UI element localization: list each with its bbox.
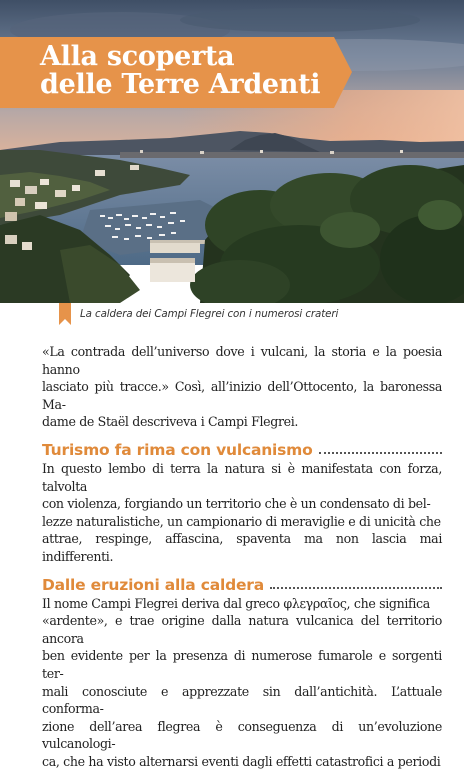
text-line: dame de Staël descriveva i Campi Flegrei. bbox=[42, 414, 299, 430]
section-heading bbox=[42, 437, 442, 459]
text-line: mali conosciute e apprezzate sin dall’antichità. L’attuale conforma- bbox=[42, 683, 442, 717]
text-line: ben evidente per la presenza di numerose fumarole e sorgenti ter- bbox=[42, 648, 442, 681]
section-heading bbox=[42, 572, 442, 594]
section-heading-text: Turismo fa rima con vulcanismo bbox=[42, 440, 313, 459]
dotted-leader bbox=[270, 587, 442, 589]
text-line: con violenza, forgiando un territorio che è un condensato di bel- bbox=[42, 496, 431, 512]
text-line: «La contrada dell’universo dove i vulcani, la storia e la poesia hanno bbox=[42, 344, 442, 377]
photo-caption-area bbox=[0, 303, 464, 327]
text-line: zione dell’area flegrea è conseguenza di un’evoluzione vulcanologi- bbox=[42, 718, 442, 752]
title-banner bbox=[0, 37, 352, 108]
section-paragraph bbox=[42, 595, 442, 770]
text-line: lezze naturalistiche, un campionario di meraviglie e di unicità che bbox=[42, 513, 441, 529]
text-line: In questo lembo di terra la natura si è manifestata con forza, talvolta bbox=[42, 460, 442, 494]
dotted-leader bbox=[319, 452, 442, 454]
section-heading-text: Dalle eruzioni alla caldera bbox=[42, 575, 264, 594]
title-line-1: Alla scoperta bbox=[40, 41, 235, 72]
section-paragraph bbox=[42, 460, 442, 566]
page-title bbox=[40, 43, 340, 99]
text-line: Il nome Campi Flegrei deriva dal greco φλεγραῖος, che significa bbox=[42, 595, 430, 611]
text-line: attrae, respinge, affascina, spaventa ma non lascia mai indifferenti. bbox=[42, 531, 442, 564]
caption-flag-icon bbox=[59, 303, 71, 325]
photo-caption: La caldera dei Campi Flegrei con i numerosi crateri bbox=[80, 308, 339, 320]
title-line-2: delle Terre Ardenti bbox=[40, 69, 321, 100]
text-line: ca, che ha visto alternarsi eventi dagli effetti catastrofici a periodi bbox=[42, 753, 441, 769]
intro-paragraph bbox=[42, 343, 442, 431]
text-line: lasciato più tracce.» Così, all’inizio dell’Ottocento, la baronessa Ma- bbox=[42, 379, 442, 412]
article-body bbox=[42, 343, 442, 770]
text-line: «ardente», e trae origine dalla natura vulcanica del territorio ancora bbox=[42, 613, 442, 646]
